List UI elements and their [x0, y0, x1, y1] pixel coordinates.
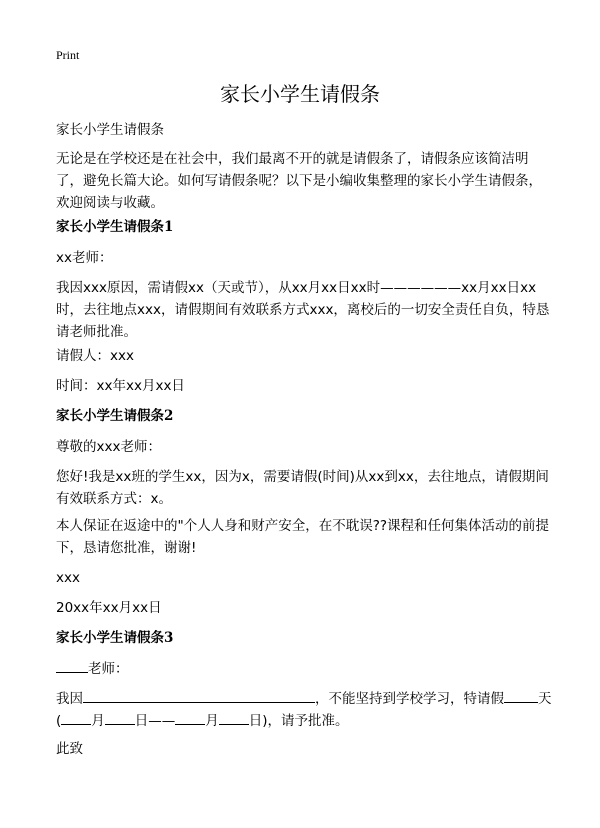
letter2-date: 20xx年xx月xx日 — [56, 600, 162, 616]
letter3-month-1: 月 — [91, 713, 105, 729]
blank-start-month[interactable] — [61, 710, 91, 725]
letter3-heading: 家长小学生请假条3 — [56, 630, 174, 646]
letter2-heading: 家长小学生请假条2 — [56, 408, 174, 424]
page-title: 家长小学生请假条 — [220, 82, 380, 106]
blank-end-day[interactable] — [219, 710, 249, 725]
letter2-signature: xxx — [56, 570, 80, 586]
letter1-applicant: 请假人：xxx — [56, 348, 134, 364]
letter3-body-part2: ，不能坚持到学校学习，特请假 — [315, 691, 504, 707]
letter3-day-close: 日)，请予批准。 — [248, 713, 349, 729]
letter2-body: 您好!我是xx班的学生xx，因为x，需要请假(时间)从xx到xx，去往地点，请假期间有效联系方式：x。 — [56, 469, 549, 507]
blank-teacher-name[interactable] — [56, 658, 88, 673]
letter1-time: 时间：xx年xx月xx日 — [56, 378, 185, 394]
letter3-closing: 此致 — [56, 741, 83, 757]
letter3-body-part1: 我因 — [56, 691, 83, 707]
blank-reason[interactable] — [83, 688, 315, 703]
intro-paragraph: 无论是在学校还是在社会中，我们最离不开的就是请假条了，请假条应该简洁明了，避免长篇大论。如何写请假条呢？以下是小编收集整理的家长小学生请假条，欢迎阅读与收藏。 — [56, 151, 542, 211]
letter2-promise: 本人保证在返途中的"个人人身和财产安全，在不耽误??课程和任何集体活动的前提下，恳请您批准，谢谢! — [56, 518, 550, 556]
letter3-day-dash: 日—— — [134, 713, 176, 729]
letter3-month-2: 月 — [205, 713, 219, 729]
letter1-salutation: xx老师： — [56, 250, 113, 266]
letter3-salutation-text: 老师： — [88, 661, 129, 677]
document-subtitle: 家长小学生请假条 — [56, 122, 164, 138]
blank-start-day[interactable] — [105, 710, 135, 725]
letter3-body-part3: 天( — [56, 691, 552, 729]
letter3-body — [56, 688, 554, 732]
blank-days[interactable] — [504, 688, 538, 703]
letter1-heading: 家长小学生请假条1 — [56, 219, 174, 235]
letter2-salutation: 尊敬的xxx老师： — [56, 439, 161, 455]
print-link[interactable]: Print — [56, 48, 80, 62]
letter3-salutation — [56, 658, 554, 680]
blank-end-month[interactable] — [175, 710, 205, 725]
letter1-body: 我因xxx原因，需请假xx（天或节），从xx月xx日xx时——————xx月xx日xx时，去往地点xxx，请假期间有效联系方式xxx，离校后的一切安全责任自负，特恳请老师批准。 — [56, 280, 550, 340]
